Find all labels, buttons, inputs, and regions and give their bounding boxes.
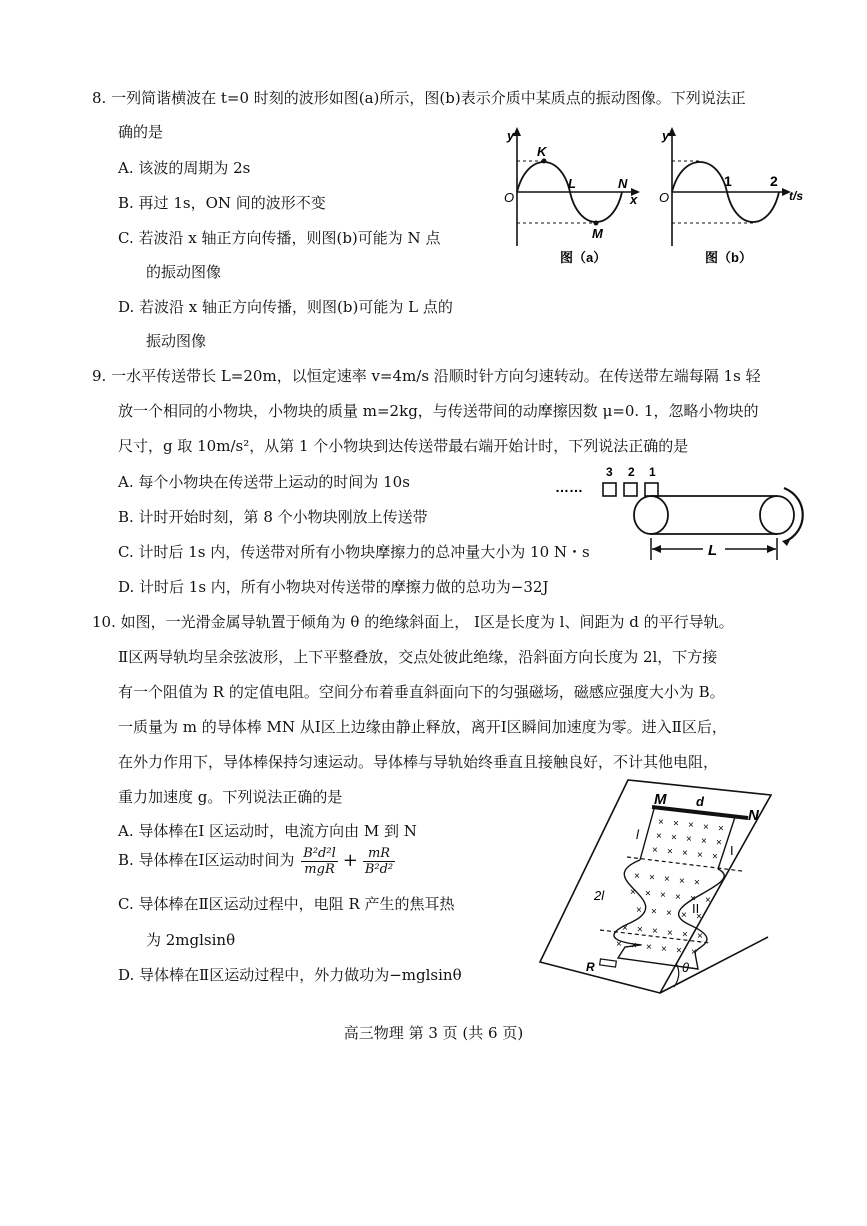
q10-stem-line3: 有一个阻值为 R 的定值电阻。空间分布着垂直斜面向下的匀强磁场，磁感应强度大小为 B。 [118, 683, 725, 701]
right-roller [760, 496, 794, 534]
block-3-label: 3 [606, 465, 613, 479]
q8-option-d-line1: D. 若波沿 x 轴正方向传播，则图(b)可能为 L 点的 [118, 298, 453, 316]
block-3 [603, 483, 616, 496]
incline-plane [540, 780, 771, 993]
field-cross-mark: × [646, 942, 652, 954]
field-cross-mark: × [694, 877, 700, 889]
fig-b-tick-1: 1 [724, 173, 732, 189]
field-cross-mark: × [667, 846, 673, 858]
q10-stem-line1: 10. 如图，一光滑金属导轨置于倾角为 θ 的绝缘斜面上， Ⅰ区是长度为 l、间距为 d 的平行导轨。 [92, 613, 734, 631]
resistor-r [600, 959, 617, 967]
point-m [594, 221, 599, 226]
q10-option-c-line2: 为 2mglsinθ [146, 931, 236, 949]
q9-option-a: A. 每个小物块在传送带上运动的时间为 10s [118, 473, 410, 491]
label-d: d [696, 794, 704, 809]
q9-stem-line2: 放一个相同的小物块，小物块的质量 m=2kg，与传送带间的动摩擦因数 μ=0. 1，忽略小物块的 [118, 402, 759, 420]
field-cross-mark: × [686, 834, 692, 846]
field-cross-mark: × [651, 906, 657, 918]
field-cross-mark: × [616, 939, 622, 950]
field-cross-mark: × [631, 940, 637, 952]
field-cross-mark: × [652, 926, 658, 938]
field-cross-mark: × [690, 893, 696, 905]
q9-stem-line3: 尺寸，g 取 10m/s²，从第 1 个小物块到达传送带最右端开始计时，下列说法正确的是 [118, 437, 689, 455]
block-1-label: 1 [649, 465, 656, 479]
fig-a-n-label: N [618, 176, 628, 191]
label-n: N [748, 807, 759, 824]
field-cross-mark: × [660, 890, 666, 902]
rotation-arrow-head-icon [782, 538, 791, 546]
q10-incline-figure [530, 775, 810, 997]
field-cross-mark: × [675, 891, 681, 903]
field-cross-mark: × [679, 875, 685, 887]
field-cross-mark: × [673, 818, 679, 830]
option-b-plus: + [342, 850, 358, 871]
field-cross-mark: × [682, 929, 688, 941]
fig-b-t-label: t/s [789, 189, 804, 203]
label-m: M [654, 791, 667, 808]
fig-b-tick-2: 2 [770, 173, 778, 189]
q8-figure-a [500, 126, 650, 271]
field-cross-mark: × [637, 924, 643, 936]
field-cross-mark: × [718, 823, 724, 835]
fig-a-x-label: x [630, 192, 638, 207]
q8-stem-line1: 8. 一列简谐横波在 t=0 时刻的波形如图(a)所示，图(b)表示介质中某质点的振动图像。下列说法正 [92, 89, 746, 107]
length-arrow-right-icon [767, 545, 776, 553]
q8-stem-line2: 确的是 [118, 123, 164, 141]
fraction-2-numerator: mR [363, 846, 395, 862]
q8-option-d-line2: 振动图像 [146, 332, 207, 350]
option-b-fraction-1 [301, 846, 337, 877]
q8-figure-b [655, 126, 815, 271]
block-2 [624, 483, 637, 496]
label-region2: II [692, 901, 700, 916]
field-cross-mark: × [666, 908, 672, 920]
q10-stem-line4: 一质量为 m 的导体棒 MN 从Ⅰ区上边缘由静止释放，离开Ⅰ区瞬间加速度为零。进入Ⅱ区后， [118, 718, 727, 736]
field-cross-mark: × [664, 874, 670, 886]
q10-stem-line5: 在外力作用下，导体棒保持匀速运动。导体棒与导轨始终垂直且接触良好，不计其他电阻， [118, 753, 719, 771]
magnetic-field-marks [616, 817, 724, 958]
field-cross-mark: × [703, 821, 709, 833]
q10-option-c-line1: C. 导体棒在Ⅱ区运动过程中，电阻 R 产生的焦耳热 [118, 895, 455, 913]
field-cross-mark: × [681, 909, 687, 921]
field-cross-mark: × [652, 845, 658, 856]
fig-a-y-label: y [507, 128, 515, 143]
fig-a-origin: O [504, 190, 515, 205]
fraction-1-denominator: mgR [304, 861, 335, 877]
page-footer: 高三物理 第 3 页 (共 6 页) [343, 1024, 524, 1042]
q8-option-c-line2: 的振动图像 [146, 263, 222, 281]
dots-label: …… [555, 479, 583, 495]
fig-b-caption: 图（b） [705, 250, 752, 265]
fig-a-m-label: M [592, 226, 603, 241]
option-b-prefix: B. 导体棒在Ⅰ区运动时间为 [118, 851, 295, 869]
field-cross-mark: × [705, 895, 711, 906]
field-cross-mark: × [682, 848, 688, 860]
q8-option-b: B. 再过 1s，ON 间的波形不变 [118, 194, 326, 212]
block-1 [645, 483, 658, 496]
left-roller [634, 496, 668, 534]
point-k [542, 159, 547, 164]
q9-conveyor-figure [555, 462, 815, 577]
q9-stem-line1: 9. 一水平传送带长 L=20m，以恒定速率 v=4m/s 沿顺时针方向匀速转动。在传送带左端每隔 1s 轻 [92, 367, 761, 385]
label-region1: I [730, 843, 734, 858]
field-cross-mark: × [622, 923, 628, 934]
theta-label: θ [682, 960, 690, 975]
field-cross-mark: × [661, 943, 667, 955]
block-2-label: 2 [628, 465, 635, 479]
label-l: l [636, 827, 639, 842]
field-cross-mark: × [716, 837, 722, 849]
q9-option-d: D. 计时后 1s 内，所有小物块对传送带的摩擦力做的总功为−32J [118, 578, 549, 596]
q10-stem-line2: Ⅱ区两导轨均呈余弦波形，上下平整叠放，交点处彼此绝缘，沿斜面方向长度为 2l，下方接 [118, 648, 718, 666]
fig-a-caption: 图（a） [560, 250, 607, 265]
field-cross-mark: × [645, 888, 651, 900]
fig-a-k-label: K [537, 144, 547, 159]
field-cross-mark: × [697, 931, 703, 942]
q8-option-c-line1: C. 若波沿 x 轴正方向传播，则图(b)可能为 N 点 [118, 229, 441, 247]
length-arrow-left-icon [652, 545, 661, 553]
field-cross-mark: × [697, 849, 703, 861]
option-b-fraction-2 [363, 846, 395, 877]
fraction-2-denominator: B²d² [364, 861, 394, 877]
q10-option-a: A. 导体棒在Ⅰ 区运动时，电流方向由 M 到 N [118, 822, 417, 840]
field-cross-mark: × [671, 832, 677, 844]
q10-option-d: D. 导体棒在Ⅱ区运动过程中，外力做功为−mglsinθ [118, 966, 462, 984]
field-cross-mark: × [696, 911, 702, 923]
field-cross-mark: × [688, 820, 694, 832]
field-cross-mark: × [649, 872, 655, 884]
q10-option-b [118, 840, 397, 881]
field-cross-mark: × [656, 831, 662, 842]
field-cross-mark: × [701, 835, 707, 847]
label-2l: 2l [594, 888, 605, 903]
field-cross-mark: × [667, 927, 673, 939]
field-cross-mark: × [630, 887, 636, 898]
fig-b-origin: O [659, 190, 670, 205]
field-cross-mark: × [634, 871, 640, 882]
q9-option-c: C. 计时后 1s 内，传送带对所有小物块摩擦力的总冲量大小为 10 N・s [118, 543, 590, 561]
field-cross-mark: × [712, 851, 718, 863]
fig-a-l-label: L [568, 176, 576, 191]
field-cross-mark: × [676, 945, 682, 957]
fraction-1-numerator: B²d²l [303, 845, 336, 861]
q9-option-b: B. 计时开始时刻，第 8 个小物块刚放上传送带 [118, 508, 428, 526]
field-cross-mark: × [691, 947, 697, 958]
q8-option-a: A. 该波的周期为 2s [118, 159, 251, 177]
q10-stem-line6: 重力加速度 g。下列说法正确的是 [118, 788, 343, 806]
fig-b-y-label: y [662, 128, 670, 143]
field-cross-mark: × [636, 905, 642, 916]
label-r: R [586, 960, 595, 974]
field-cross-mark: × [658, 817, 664, 828]
length-label: L [708, 542, 718, 559]
